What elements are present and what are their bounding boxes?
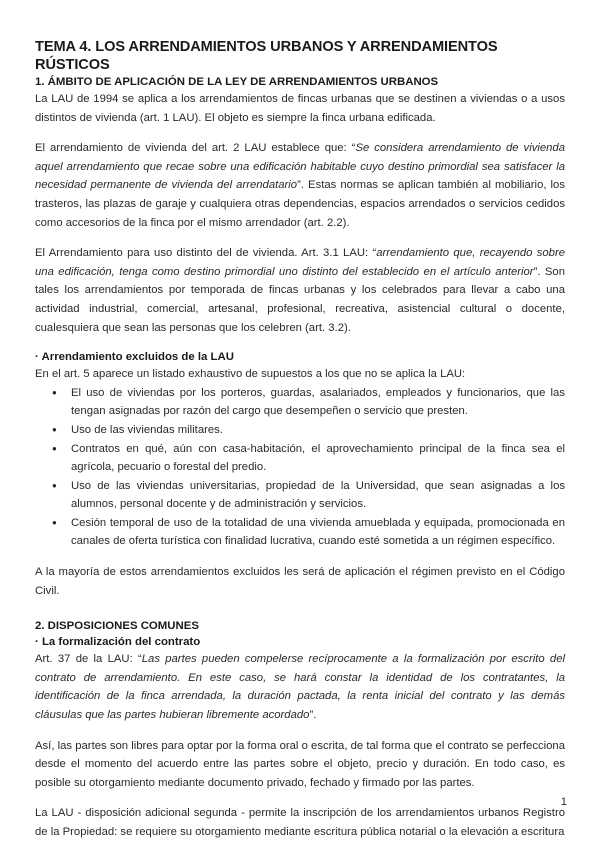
section-2-paragraph-3: La LAU - disposición adicional segunda - permite la inscripción de los arrendamientos urbanos Registro de la Propiedad: se requiere su otorgamiento mediante escritura pública notarial o la elevación a escritura bbox=[35, 807, 565, 838]
list-item: ● Uso de las viviendas militares. bbox=[71, 421, 565, 440]
quote-art-3: arrendamiento que, recayendo sobre una edificación, tenga como destino primordial uno distinto del establecido en el artículo anterior bbox=[35, 247, 566, 278]
section-1-closing: A la mayoría de estos arrendamientos excluidos les será de aplicación el régimen previsto en el Código Civil. bbox=[35, 566, 565, 597]
section-2-paragraph-1: Art. 37 de la LAU: “Las partes pueden compelerse recíprocamente a la formalización por escrito del contrato de arrendamiento. En este caso, se hará constar la identidad de los contratantes, la identificación de la finca arrendada, la duración pactada, la renta inicial del contrato y las demás cláusulas que las partes hubieran libremente acordado”. bbox=[35, 653, 565, 722]
excluded-leases-intro: En el art. 5 aparece un listado exhaustivo de supuestos a los que no se aplica la LAU: bbox=[35, 368, 466, 381]
excluded-leases-heading: · Arrendamiento excluidos de la LAU bbox=[35, 351, 234, 364]
list-item: ● Cesión temporal de uso de la totalidad de una vivienda amueblada y equipada, promocionada en canales de oferta turística con finalidad lucrativa, cuando esté sometida a un régimen específico. bbox=[71, 514, 565, 551]
quote-art-37: Las partes pueden compelerse recíprocamente a la formalización por escrito del contrato de arrendamiento. En este caso, se hará constar la identidad de los contratantes, la identificación de la finca arrendada, la duración pactada, la renta inicial del contrato y las demás cláusulas que las partes hubieran libremente acordado bbox=[35, 653, 565, 722]
section-1-paragraph-2: El arrendamiento de vivienda del art. 2 LAU establece que: “Se considera arrendamiento de vivienda aquel arrendamiento que recae sobre una edificación habitable cuyo destino primordial sea satisfacer la necesidad permanente de vivienda del arrendatario”. Estas normas se aplican también al mobiliario, los trasteros, las plazas de garaje y cualquiera otras dependencias, espacios arrendados o servicios cedidos como accesorios de la finca por el mismo arrendador (art. 2.2). bbox=[35, 142, 565, 229]
list-item: ● Contratos en qué, aún con casa-habitación, el aprovechamiento principal de la finca sea el agrícola, pecuario o forestal del predio. bbox=[71, 440, 565, 477]
contract-formalization-heading: · La formalización del contrato bbox=[35, 636, 201, 649]
list-item: ● Uso de las viviendas universitarias, propiedad de la Universidad, que sean asignadas a los alumnos, personal docente y de administración y servicios. bbox=[71, 477, 565, 514]
document-title: TEMA 4. LOS ARRENDAMIENTOS URBANOS Y ARRENDAMIENTOS RÚSTICOS bbox=[35, 39, 498, 73]
list-item: ● El uso de viviendas por los porteros, guardas, asalariados, empleados y funcionarios, que las tengan asignadas por razón del cargo que desempeñen o servicio que presten. bbox=[71, 384, 565, 421]
section-1-paragraph-3: El Arrendamiento para uso distinto del de vivienda. Art. 3.1 LAU: “arrendamiento que, recayendo sobre una edificación, tenga como destino primordial uno distinto del establecido en el artículo anterior”. Son tales los arrendamientos por temporada de fincas urbanas y los celebrados para llevar a cabo una actividad industrial, comercial, artesanal, profesional, recreativa, asistencial cultural o docente, cualesquiera que sean las personas que los celebren (art. 3.2). bbox=[35, 247, 566, 334]
section-2-paragraph-2: Así, las partes son libres para optar por la forma oral o escrita, de tal forma que el contrato se perfecciona desde el momento del acuerdo entre las partes sobre el objeto, precio y duración. En todo caso, es posible su otorgamiento mediante documento privado, fechado y firmado por las partes. bbox=[35, 739, 565, 789]
section-1-paragraph-1: La LAU de 1994 se aplica a los arrendamientos de fincas urbanas que se destinen a viviendas o a usos distintos de vivienda (art. 1 LAU). El objeto es siempre la finca urbana edificada. bbox=[35, 93, 565, 124]
page-number: 1 bbox=[560, 796, 567, 808]
quote-art-2: Se considera arrendamiento de vivienda aquel arrendamiento que recae sobre una edificación habitable cuyo destino primordial sea satisfacer la necesidad permanente de vivienda del arrendatario bbox=[35, 142, 565, 192]
excluded-leases-list bbox=[35, 384, 565, 551]
document-page bbox=[35, 38, 565, 842]
section-2-heading: 2. DISPOSICIONES COMUNES bbox=[35, 620, 199, 633]
section-1-heading: 1. ÁMBITO DE APLICACIÓN DE LA LEY DE ARRENDAMIENTOS URBANOS bbox=[35, 76, 439, 88]
